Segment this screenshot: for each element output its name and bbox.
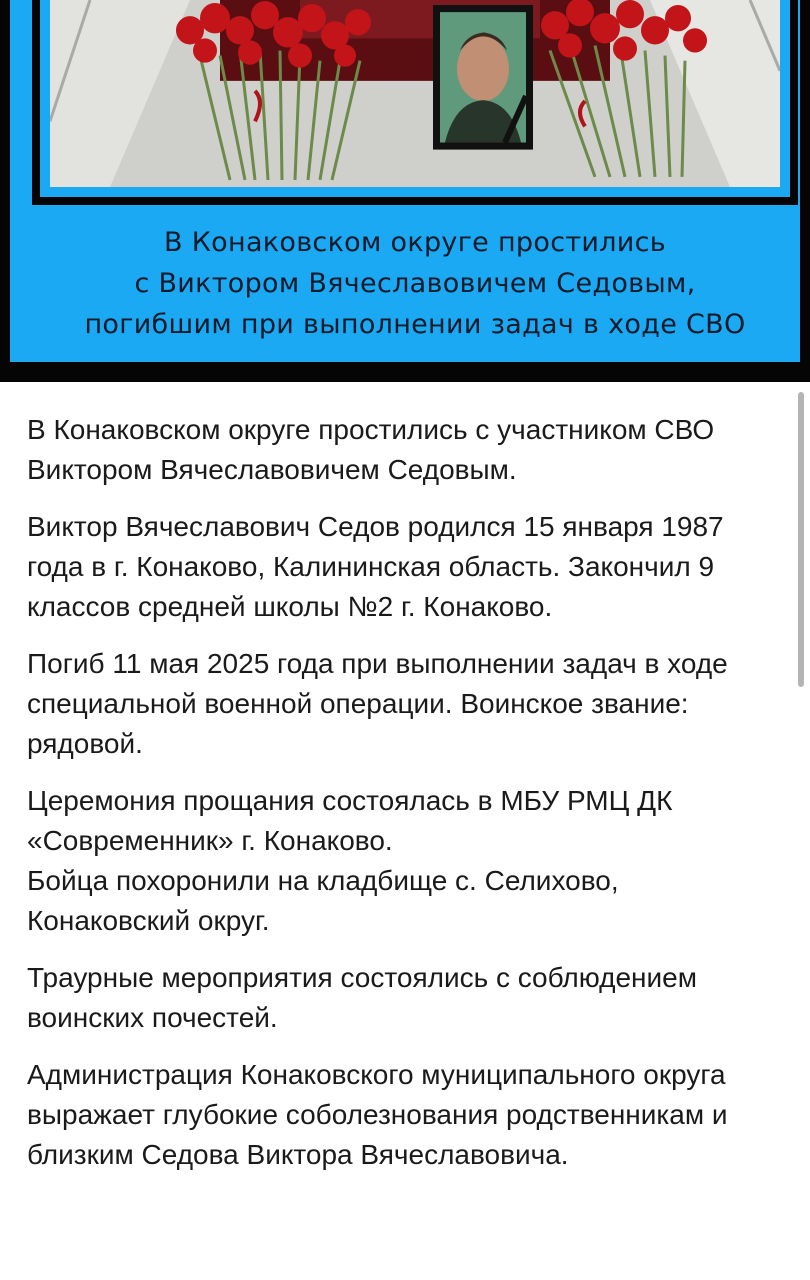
- photo-frame: [32, 0, 798, 205]
- article-body: [27, 410, 782, 1192]
- paragraph-text: Погиб 11 мая 2025 года при выполнении задач в ходе специальной военной операции. Воинское звание: рядовой.: [27, 648, 728, 759]
- banner-caption: [20, 222, 810, 345]
- caption-line: В Конаковском округе простились: [164, 227, 666, 258]
- memorial-photo: [50, 0, 780, 187]
- paragraph-honors: [27, 958, 782, 1038]
- banner-blue-panel: [10, 0, 800, 362]
- paragraph-death: [27, 644, 782, 764]
- paragraph-text: Церемония прощания состоялась в МБУ РМЦ ДК «Современник» г. Конаково.: [27, 785, 673, 856]
- paragraph-biography: [27, 507, 782, 627]
- paragraph-text: Виктор Вячеславович Седов родился 15 января 1987 года в г. Конаково, Калининская область. Закончил 9 классов средней школы №2 г. Конаково.: [27, 511, 724, 622]
- paragraph-intro: [27, 410, 782, 490]
- paragraph-text: Бойца похоронили на кладбище с. Селихово, Конаковский округ.: [27, 865, 619, 936]
- caption-line: погибшим при выполнении задач в ходе СВО: [84, 309, 746, 340]
- paragraph-text: Администрация Конаковского муниципального округа выражает глубокие соболезнования родственникам и близким Седова Виктора Вячеславовича.: [27, 1059, 728, 1170]
- paragraph-condolences: [27, 1055, 782, 1175]
- paragraph-text: Траурные мероприятия состоялись с соблюдением воинских почестей.: [27, 962, 697, 1033]
- paragraph-ceremony: [27, 781, 782, 941]
- paragraph-text: В Конаковском округе простились с участником СВО Виктором Вячеславовичем Седовым.: [27, 414, 715, 485]
- caption-line: с Виктором Вячеславовичем Седовым,: [134, 268, 696, 299]
- memorial-banner: [0, 0, 810, 382]
- memorial-photo-illustration: [50, 0, 780, 187]
- scrollbar-thumb[interactable]: [798, 392, 804, 687]
